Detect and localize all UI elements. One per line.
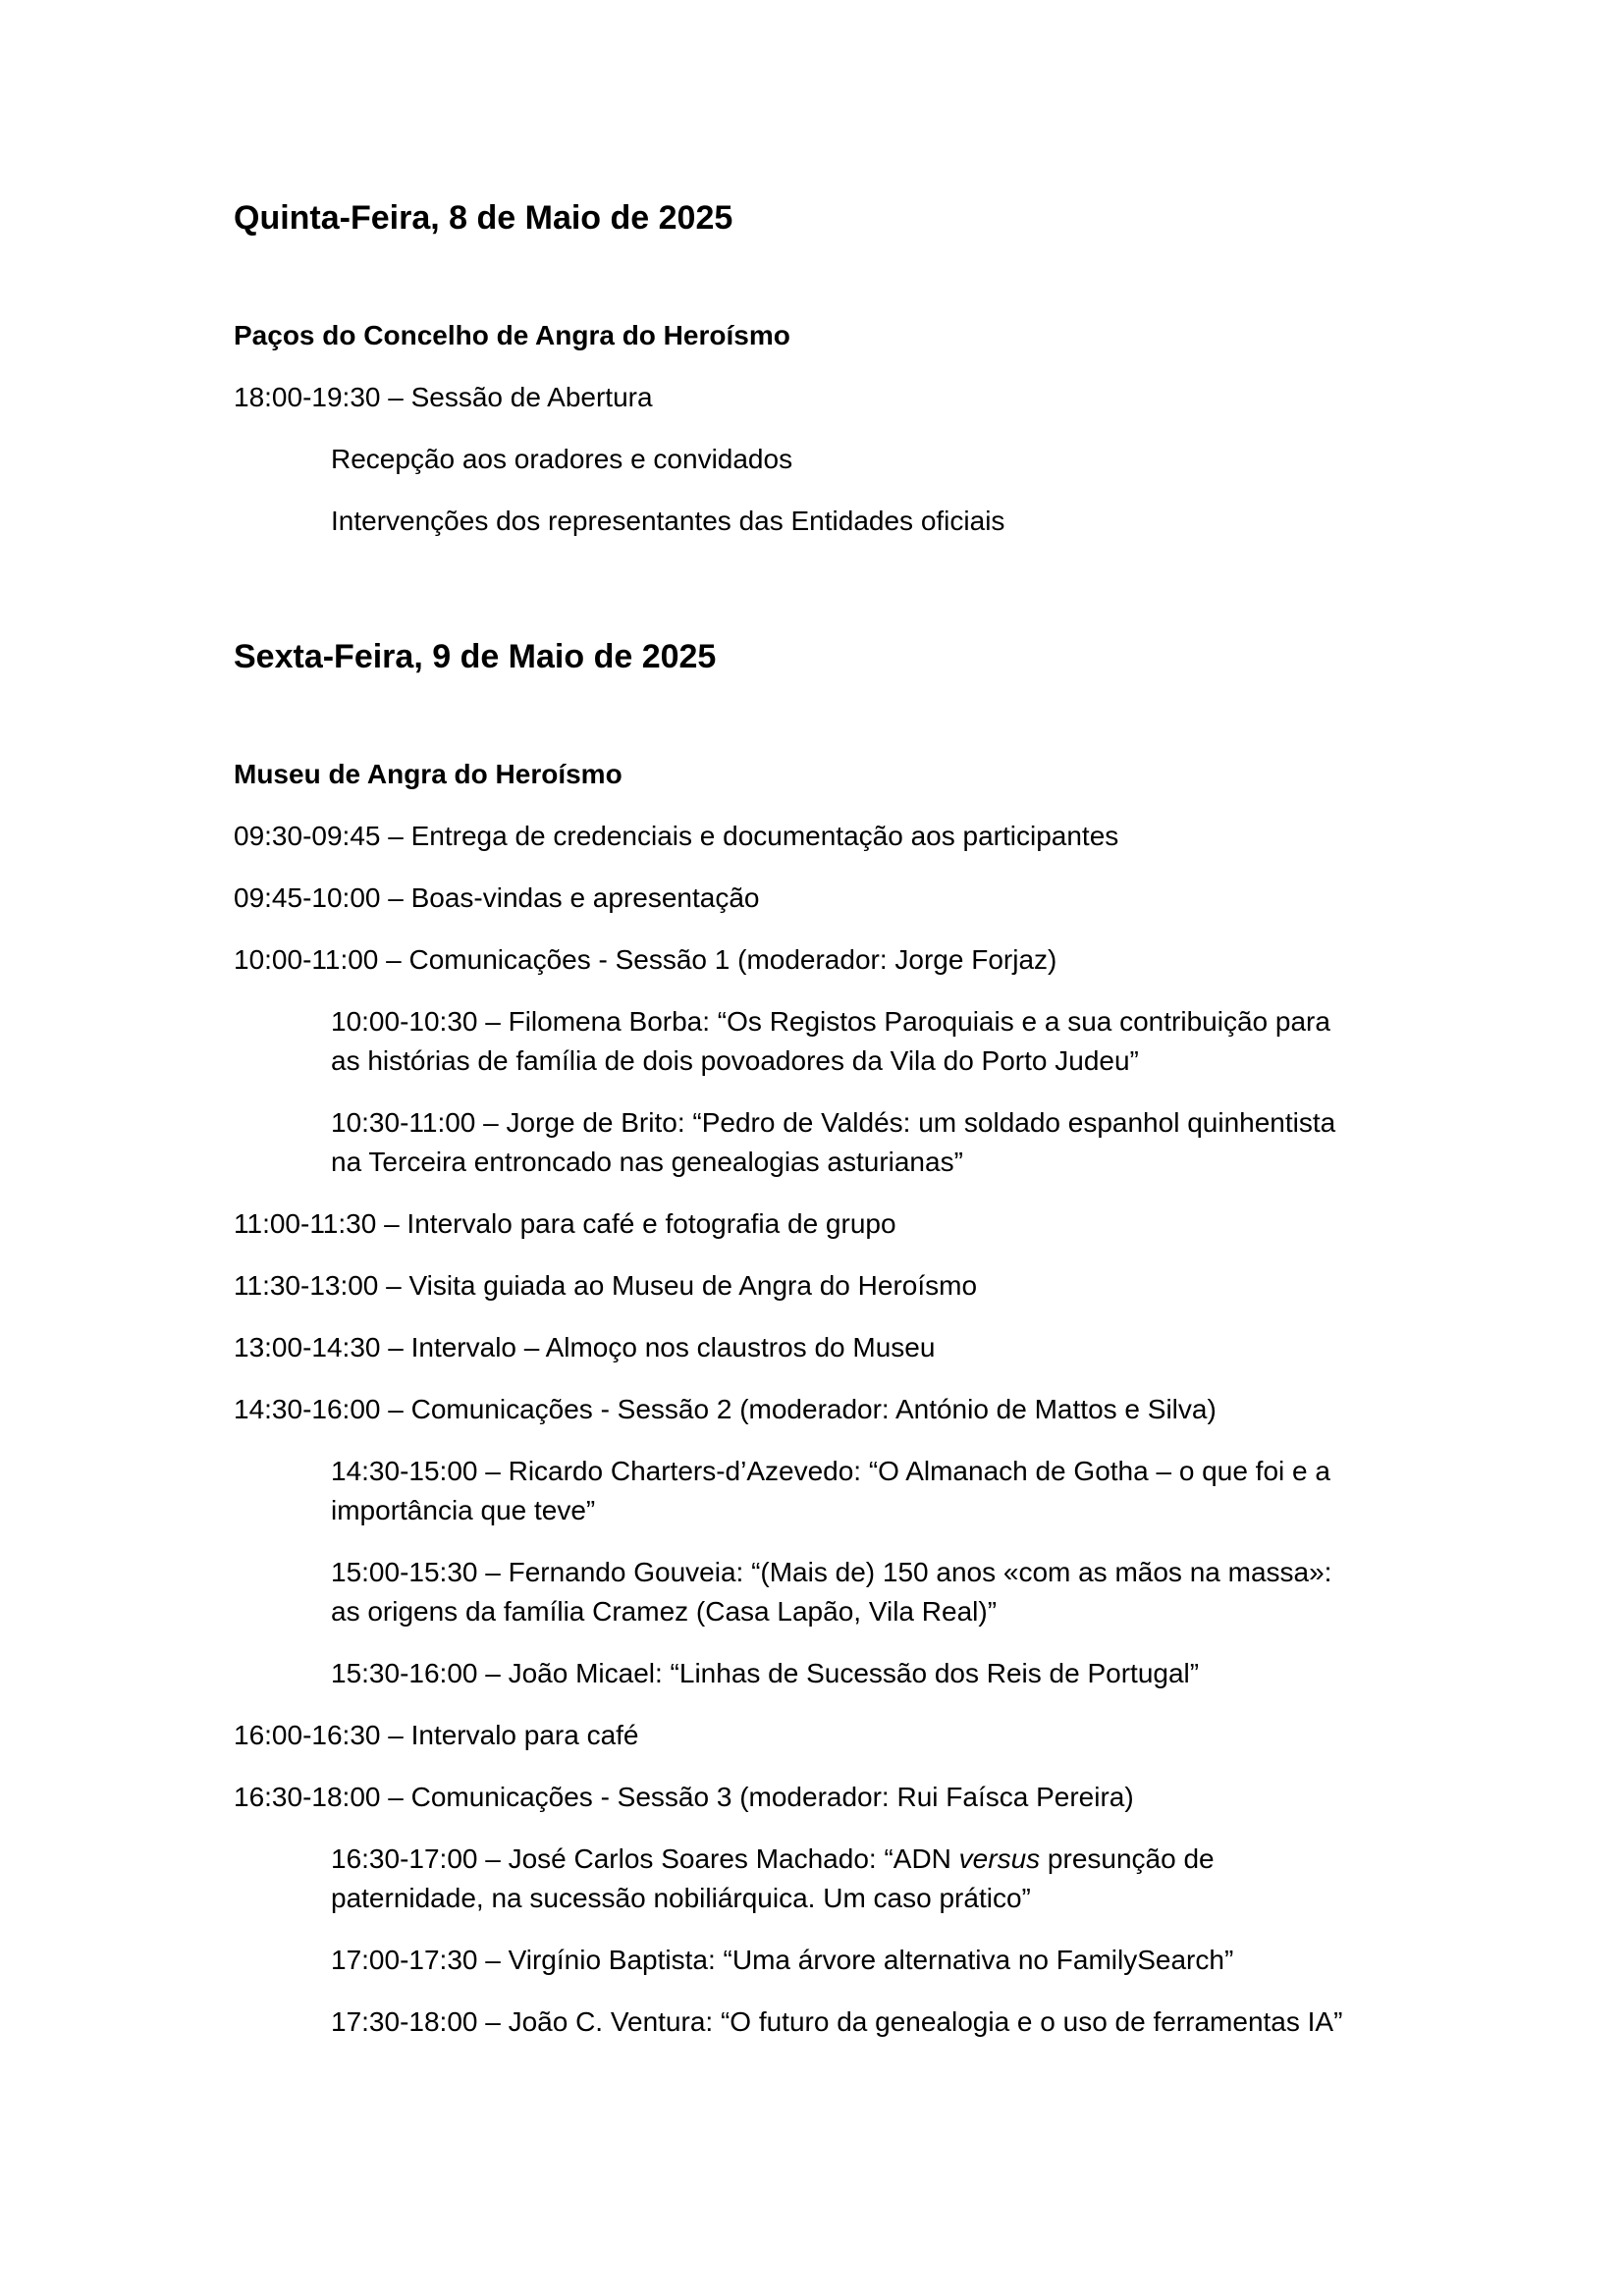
talk-line: na Terceira entroncado nas genealogias asturianas” (331, 1147, 963, 1177)
schedule-item-welcome: 09:45-10:00 – Boas-vindas e apresentação (234, 882, 760, 913)
talk-virginio-baptista: 17:00-17:30 – Virgínio Baptista: “Uma árvore alternativa no FamilySearch” (331, 1945, 1234, 1975)
talk-text: 16:30-17:00 – José Carlos Soares Machado: “ADN (331, 1843, 959, 1874)
talk-line: as histórias de família de dois povoadores da Vila do Porto Judeu” (331, 1045, 1139, 1076)
schedule-subitem-official-speeches: Intervenções dos representantes das Entidades oficiais (331, 506, 1005, 536)
day-title-thursday: Quinta-Feira, 8 de Maio de 2025 (234, 199, 733, 237)
schedule-subitem-reception: Recepção aos oradores e convidados (331, 444, 793, 474)
schedule-item-session-1: 10:00-11:00 – Comunicações - Sessão 1 (moderador: Jorge Forjaz) (234, 944, 1057, 975)
talk-line: 10:00-10:30 – Filomena Borba: “Os Registos Paroquiais e a sua contribuição para (331, 1006, 1330, 1037)
programme-content (234, 192, 1392, 2042)
schedule-item-credentials: 09:30-09:45 – Entrega de credenciais e documentação aos participantes (234, 821, 1119, 851)
talk-text: presunção de (1040, 1843, 1215, 1874)
talk-line: paternidade, na sucessão nobiliárquica. Um caso prático” (331, 1883, 1031, 1913)
schedule-item-lunch: 13:00-14:30 – Intervalo – Almoço nos claustros do Museu (234, 1332, 936, 1362)
talk-joao-micael: 15:30-16:00 – João Micael: “Linhas de Sucessão dos Reis de Portugal” (331, 1658, 1200, 1688)
talk-line: as origens da família Cramez (Casa Lapão, Vila Real)” (331, 1596, 998, 1627)
schedule-item-coffee-photo: 11:00-11:30 – Intervalo para café e fotografia de grupo (234, 1208, 896, 1239)
schedule-item-coffee: 16:00-16:30 – Intervalo para café (234, 1720, 639, 1750)
schedule-item-session-3: 16:30-18:00 – Comunicações - Sessão 3 (moderador: Rui Faísca Pereira) (234, 1782, 1134, 1812)
talk-jorge-de-brito (331, 1103, 1392, 1182)
talk-line: 15:00-15:30 – Fernando Gouveia: “(Mais de) 150 anos «com as mãos na massa»: (331, 1557, 1332, 1587)
venue-museu-angra: Museu de Angra do Heroísmo (234, 759, 623, 789)
talk-line: importância que teve” (331, 1495, 596, 1525)
schedule-item-museum-visit: 11:30-13:00 – Visita guiada ao Museu de Angra do Heroísmo (234, 1270, 978, 1301)
talk-filomena-borba (331, 1002, 1392, 1081)
talk-line (331, 1840, 1392, 1879)
talk-fernando-gouveia (331, 1553, 1392, 1631)
talk-ricardo-charters (331, 1452, 1392, 1530)
talk-joao-ventura: 17:30-18:00 – João C. Ventura: “O futuro da genealogia e o uso de ferramentas IA” (331, 2006, 1343, 2037)
talk-line: 14:30-15:00 – Ricardo Charters-d’Azevedo: “O Almanach de Gotha – o que foi e a (331, 1456, 1330, 1486)
venue-pacos-do-concelho: Paços do Concelho de Angra do Heroísmo (234, 320, 790, 350)
day-title-friday: Sexta-Feira, 9 de Maio de 2025 (234, 638, 717, 675)
talk-jose-carlos-machado (331, 1840, 1392, 1918)
schedule-item-session-2: 14:30-16:00 – Comunicações - Sessão 2 (moderador: António de Mattos e Silva) (234, 1394, 1217, 1424)
talk-text-italic: versus (958, 1843, 1041, 1874)
schedule-item-opening-session: 18:00-19:30 – Sessão de Abertura (234, 382, 653, 412)
talk-line: 10:30-11:00 – Jorge de Brito: “Pedro de Valdés: um soldado espanhol quinhentista (331, 1107, 1336, 1138)
